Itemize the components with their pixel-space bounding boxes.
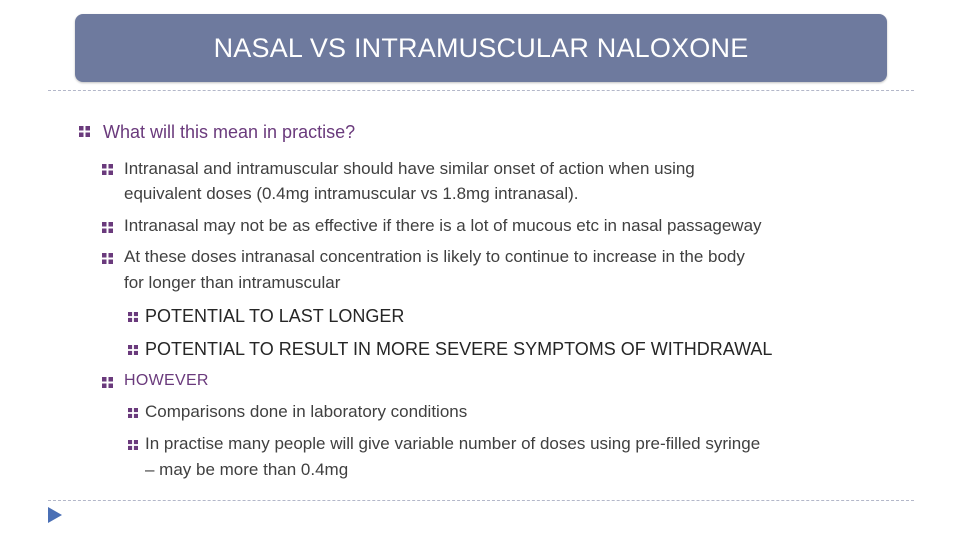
fourfold-bullet-icon: [102, 253, 113, 264]
bullet-text: At these doses intranasal concentration is likely to continue to increase in the body: [124, 247, 745, 266]
top-divider: [48, 90, 914, 91]
fourfold-bullet-icon: [128, 312, 138, 322]
bullet-text: for longer than intramuscular: [124, 273, 341, 292]
sub-point-text: POTENTIAL TO LAST LONGER: [145, 306, 405, 326]
bullet-text: Intranasal and intramuscular should have similar onset of action when using: [124, 159, 695, 178]
play-triangle-icon[interactable]: [47, 506, 63, 524]
bottom-divider: [48, 500, 914, 501]
fourfold-bullet-icon: [102, 222, 113, 233]
however-label: HOWEVER: [124, 372, 209, 389]
fourfold-bullet-icon: [128, 408, 138, 418]
however-point-text: – may be more than 0.4mg: [145, 460, 349, 479]
slide-title: NASAL VS INTRAMUSCULAR NALOXONE: [213, 32, 749, 63]
title-bar: [75, 14, 887, 82]
bullet-text: Intranasal may not be as effective if there is a lot of mucous etc in nasal passageway: [124, 216, 762, 235]
bullet-text: equivalent doses (0.4mg intramuscular vs 1.8mg intranasal).: [124, 184, 579, 203]
fourfold-bullet-icon: [128, 345, 138, 355]
sub-point-text: POTENTIAL TO RESULT IN MORE SEVERE SYMPTOMS OF WITHDRAWAL: [145, 339, 773, 359]
fourfold-bullet-icon: [102, 164, 113, 175]
fourfold-bullet-icon: [102, 377, 113, 388]
fourfold-bullet-icon: [128, 440, 138, 450]
however-point-text: Comparisons done in laboratory conditions: [145, 402, 468, 421]
fourfold-bullet-icon: [79, 126, 90, 137]
slide-heading: What will this mean in practise?: [103, 122, 356, 142]
however-point-text: In practise many people will give variable number of doses using pre-filled syringe: [145, 434, 761, 453]
